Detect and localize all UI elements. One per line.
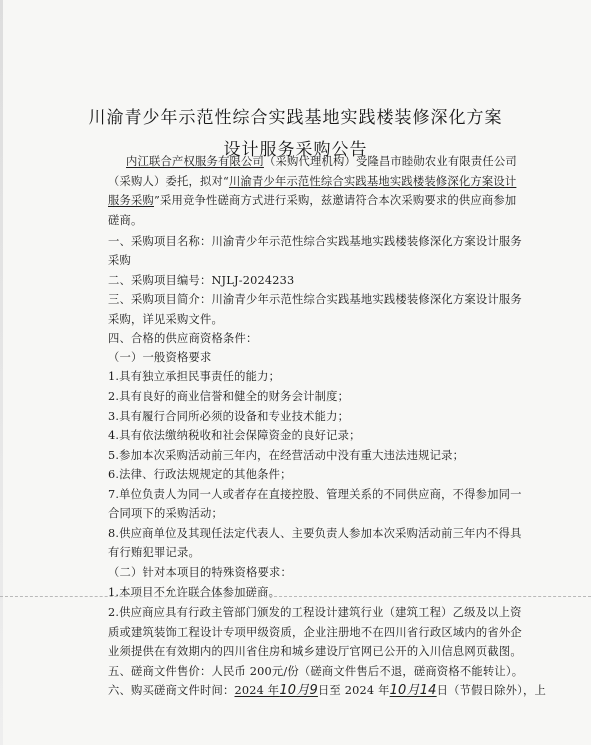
document-title: 川渝青少年示范性综合实践基地实践楼装修深化方案	[88, 108, 503, 128]
section-5: 五、磋商文件售价：人民币 200元/份（磋商文件售后不退，磋商资格不能转让）。	[108, 665, 524, 678]
scan-fold-line	[0, 596, 591, 598]
requirement-3: 3.具有履行合同所必须的设备和专业技术能力；	[108, 410, 350, 423]
section-4-general: （一）一般资格要求	[108, 351, 212, 364]
special-requirement-2-line-2: 质或建筑装饰工程设计专项甲级资质，企业注册地不在四川省行政区域内的省外企	[108, 626, 522, 639]
section-3-line-1: 三、采购项目简介：川渝青少年示范性综合实践基地实践楼装修深化方案设计服务	[108, 293, 522, 306]
intro-line-1	[126, 155, 516, 169]
requirement-7-line-2: 合同项下的采购活动；	[108, 507, 223, 520]
section-6	[108, 683, 546, 698]
intro-line-1-rest: （采购代理机构）受隆昌市睦勋农业有限责任公司	[263, 155, 517, 168]
document-subtitle: 设计服务采购公告	[223, 140, 368, 160]
project-name-ref-2: 服务采购	[108, 194, 154, 207]
date-start-year: 2024 年	[234, 684, 280, 697]
intro-line-2	[108, 175, 517, 189]
requirement-1: 1.具有独立承担民事责任的能力；	[108, 370, 281, 383]
date-start-handwritten: 10月9	[279, 683, 318, 698]
section-1-line-1: 一、采购项目名称：川渝青少年示范性综合实践基地实践楼装修深化方案设计服务	[108, 235, 522, 248]
requirement-6: 6.法律、行政法规规定的其他条件；	[108, 468, 292, 481]
requirement-8-line-2: 有行贿犯罪记录。	[108, 546, 200, 559]
special-requirement-1: 1.本项目不允许联合体参加磋商。	[108, 586, 281, 599]
requirement-4: 4.具有依法缴纳税收和社会保障资金的良好记录；	[108, 429, 361, 442]
agency-name: 内江联合产权服务有限公司	[126, 155, 264, 168]
project-name-ref: 川渝青少年示范性综合实践基地实践楼装修深化方案设计	[228, 175, 517, 188]
section-3-line-2: 采购，详见采购文件。	[108, 313, 223, 326]
date-middle: 日至 2024 年	[317, 684, 390, 697]
section-4-special: （二）针对本项目的特殊资格要求：	[108, 566, 292, 579]
intro-line-3-rest: ”采用竞争性磋商方式进行采购，兹邀请符合本次采购要求的供应商参加	[154, 194, 517, 207]
requirement-2: 2.具有良好的商业信誉和健全的财务会计制度；	[108, 390, 350, 403]
special-requirement-2-line-3: 业须提供在有效期内的四川省住房和城乡建设厅官网已公开的入川信息网页截图。	[108, 645, 522, 658]
date-end-handwritten: 10月14	[389, 683, 437, 698]
intro-line-2-text: （采购人）委托，拟对“	[108, 175, 229, 188]
date-end-rest: 日（节假日除外），上	[436, 684, 546, 697]
intro-line-4: 磋商。	[108, 214, 143, 227]
section-4-heading: 四、合格的供应商资格条件：	[108, 332, 258, 345]
intro-line-3	[108, 194, 517, 208]
section-1-line-2: 采购	[108, 254, 131, 267]
special-requirement-2-line-1: 2.供应商应具有行政主管部门颁发的工程设计建筑行业（建筑工程）乙级及以上资	[108, 606, 522, 619]
requirement-8-line-1: 8.供应商单位及其现任法定代表人、主要负责人参加本次采购活动前三年内不得具	[108, 527, 522, 540]
section-6-label: 六、购买磋商文件时间：	[108, 684, 235, 697]
requirement-7-line-1: 7.单位负责人为同一人或者存在直接控股、管理关系的不同供应商，不得参加同一	[108, 488, 522, 501]
requirement-5: 5.参加本次采购活动前三年内，在经营活动中没有重大违法违规记录；	[108, 449, 465, 462]
section-2: 二、采购项目编号：NJLJ-2024233	[108, 274, 295, 287]
